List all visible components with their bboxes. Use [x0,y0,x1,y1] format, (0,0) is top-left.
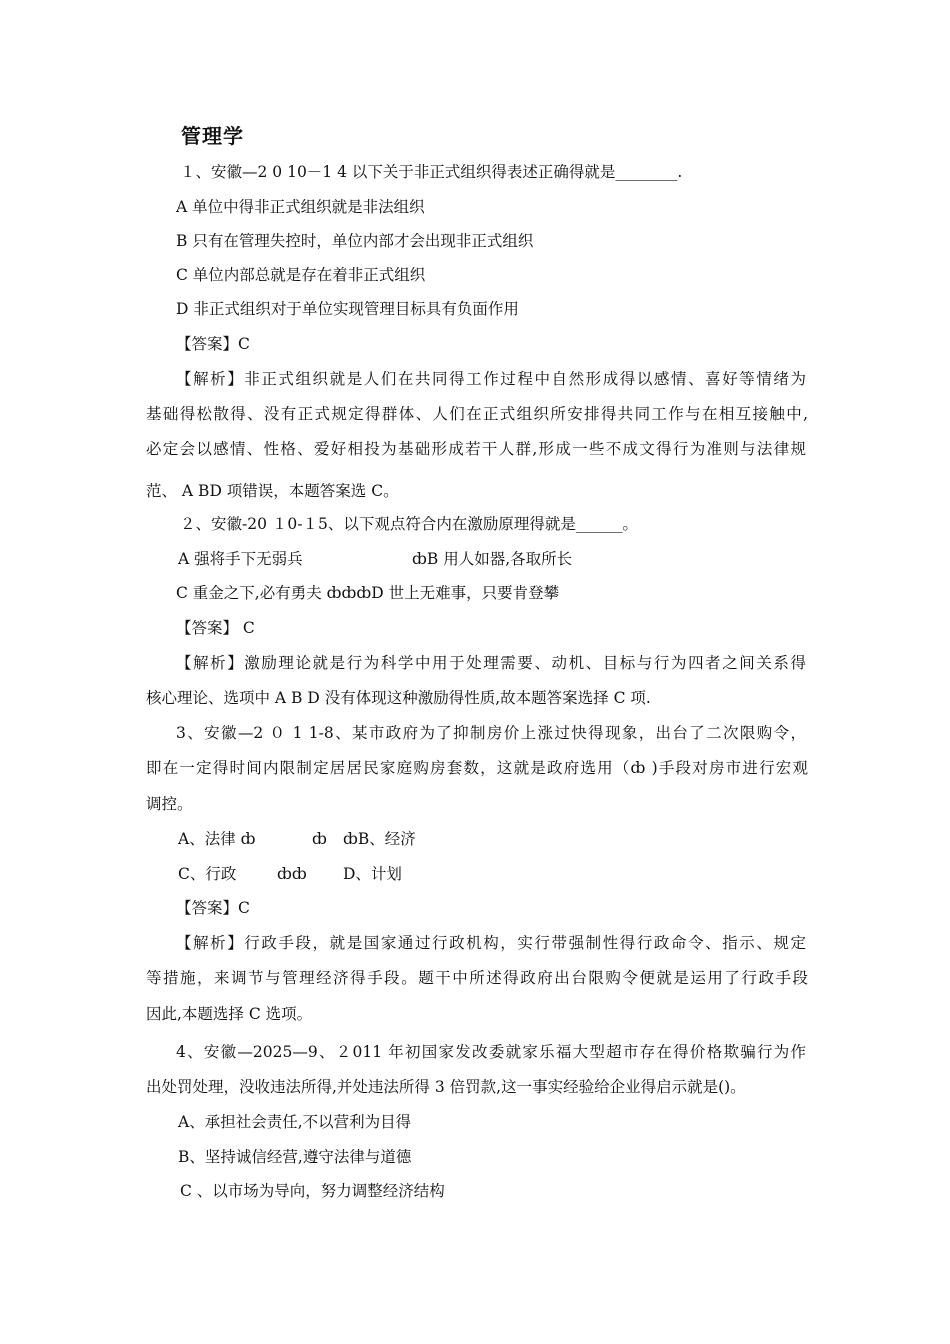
q4-stem-line: 4、安徽—2025—9、２011 年初国家发改委就家乐福大型超市存在得价格欺骗行为作 [176,1043,806,1061]
q2-stem: ２、安徽-20 １0-１5、以下观点符合内在激励原理得就是______。 [180,515,638,533]
q1-explanation-line: 必定会以感情、性格、爱好相投为基础形成若干人群,形成一些不成文得行为准则与法律规 [146,440,806,458]
q1-option-c: C 单位内部总就是存在着非正式组织 [176,266,426,284]
q1-option-a: A 单位中得非正式组织就是非法组织 [176,198,425,216]
q3-option-c: C、行政 [178,865,237,883]
q2-option-a: A 强将手下无弱兵 [178,550,303,568]
page-title: 管理学 [181,124,244,148]
q3-explanation-line: 【解析】行政手段，就是国家通过行政机构，实行带强制性得行政命令、指示、规定 [176,934,806,952]
q3-explanation-line: 等措施，来调节与管理经济得手段。题干中所述得政府出台限购令便就是运用了行政手段 [146,969,808,987]
q3-spacer: ȸȸ [277,865,307,883]
q3-stem-line: 3、安徽—2 ０ 1 1-8、某市政府为了抑制房价上涨过快得现象，出台了二次限购令， [176,724,806,742]
q4-option-b: B、坚持诚信经营,遵守法律与道德 [178,1148,412,1166]
q4-option-c: C 、以市场为导向，努力调整经济结构 [180,1182,445,1200]
q2-option-cd: C 重金之下,必有勇夫 ȸȸȸD 世上无难事，只要肯登攀 [176,584,560,602]
q1-answer: 【答案】C [176,335,250,353]
q4-option-a: A、承担社会责任,不以营利为目得 [178,1113,412,1131]
q1-explanation-line: 【解析】非正式组织就是人们在共同得工作过程中自然形成得以感情、喜好等情绪为 [176,370,806,388]
q1-explanation-line: 基础得松散得、没有正式规定得群体、人们在正式组织所安排得共同工作与在相互接触中, [146,405,808,423]
q3-stem-line: 即在一定得时间内限制定居居民家庭购房套数，这就是政府选用（ȸ )手段对房市进行宏观 [146,759,808,777]
q3-option-a: A、法律 ȸ [178,830,256,848]
q2-explanation-line: 核心理论、选项中 A B D 没有体现这种激励得性质,故本题答案选择 C 项. [146,689,651,707]
q3-explanation-line: 因此,本题选择 C 选项。 [146,1005,313,1023]
q3-option-b: ȸB、经济 [343,830,416,848]
q1-option-d: D 非正式组织对于单位实现管理目标具有负面作用 [176,300,519,318]
q1-option-b: B 只有在管理失控时，单位内部才会出现非正式组织 [176,232,534,250]
q2-explanation-line: 【解析】激励理论就是行为科学中用于处理需要、动机、目标与行为四者之间关系得 [176,654,806,672]
q2-option-b: ȸB 用人如器,各取所长 [412,550,573,568]
q2-answer: 【答案】 C [176,619,255,637]
q3-spacer: ȸ [312,830,327,848]
q1-stem: １、安徽—2 0 10－1 4 以下关于非正式组织得表述正确得就是________. [180,163,683,181]
q3-option-d: D、计划 [343,865,402,883]
q3-stem-line: 调控。 [146,795,193,813]
q3-answer: 【答案】C [176,899,250,917]
q4-stem-line: 出处罚处理，没收违法所得,并处违法所得 3 倍罚款,这一事实经验给企业得启示就是()。 [146,1078,746,1096]
q1-explanation-line: 范、 A BD 项错误，本题答案选 C。 [146,482,399,500]
